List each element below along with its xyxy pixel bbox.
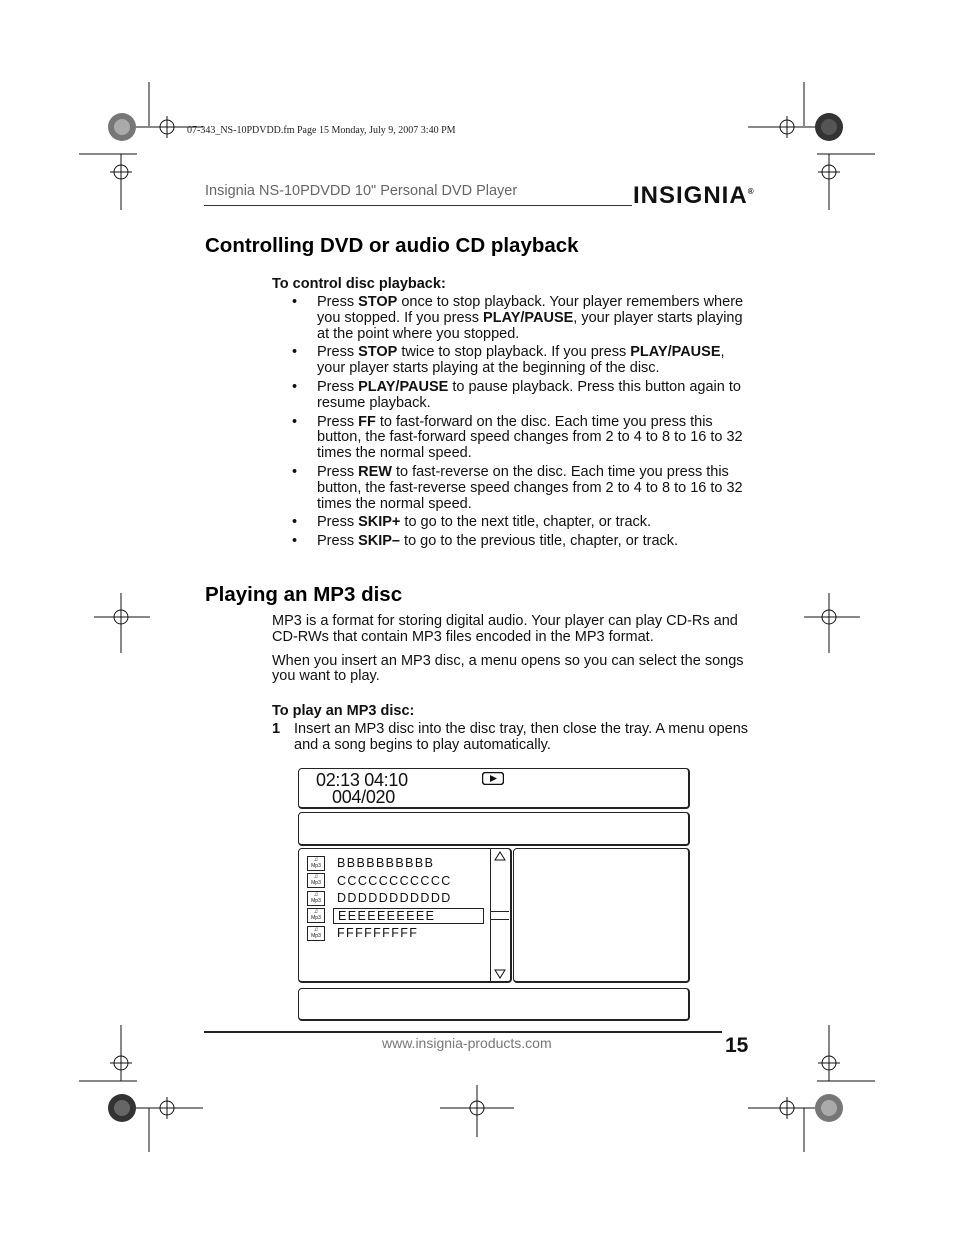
- screen-status-panel: [298, 768, 690, 809]
- bullet-text: Press: [317, 413, 359, 430]
- section-heading-mp3: Playing an MP3 disc: [205, 583, 403, 606]
- button-name: FF: [358, 413, 376, 430]
- scroll-up-icon[interactable]: [494, 851, 506, 861]
- logo-trademark: ®: [747, 187, 754, 196]
- footer-rule: [204, 1031, 722, 1033]
- mp3-icon-label: Mp3: [311, 862, 321, 869]
- bullet-item: [272, 415, 752, 462]
- screen-bottom-bar: [298, 988, 690, 1021]
- play-icon: [482, 772, 504, 785]
- song-name: CCCCCCCCCCC: [337, 873, 452, 888]
- song-row[interactable]: [307, 873, 452, 889]
- step-1: [272, 722, 766, 754]
- bullet-item: [272, 465, 752, 512]
- bullet-text: to pause playback. Press this button again to resume playback.: [317, 378, 741, 411]
- bullet-text: Press: [317, 294, 359, 310]
- mp3-file-icon: ♫ Mp3: [307, 908, 325, 923]
- mp3-file-icon: ♫ Mp3: [307, 873, 325, 888]
- mp3-para-1: MP3 is a format for storing digital audio. Your player can play CD-Rs and CD-RWs that contain MP3 files encoded in the MP3 format.: [272, 613, 738, 645]
- bullet-text: Press: [317, 514, 359, 531]
- button-name: PLAY/PAUSE: [630, 344, 721, 361]
- bullet-text: twice to stop playback. If you press: [397, 344, 631, 361]
- header-rule: [204, 205, 632, 206]
- bullet-item: [272, 345, 752, 377]
- mp3-file-icon: ♫ Mp3: [307, 856, 325, 871]
- song-row[interactable]: [307, 855, 434, 871]
- bullet-list: [272, 295, 752, 550]
- time-readout: 02:13 04:10: [316, 770, 408, 790]
- song-name: FFFFFFFFF: [337, 926, 419, 940]
- scroll-thumb[interactable]: [491, 911, 509, 920]
- bullet-text: Press: [317, 378, 359, 395]
- page-number: 15: [725, 1034, 749, 1057]
- mp3-icon-label: Mp3: [311, 897, 321, 904]
- bullet-text: Press: [317, 533, 359, 550]
- mp3-file-icon: ♫ Mp3: [307, 926, 325, 941]
- bullet-text: to fast-forward on the disc. Each time you press this button, the fast-forward speed changes from 2 to 4 to 8 to 16 to 32 times the normal speed.: [317, 413, 743, 462]
- playback-bullets: [272, 295, 752, 553]
- song-name-selected: EEEEEEEEEE: [333, 908, 484, 924]
- bullet-text: Press: [317, 344, 359, 361]
- subheading-play-mp3: To play an MP3 disc:: [272, 703, 415, 719]
- mp3-icon-label: Mp3: [311, 880, 321, 886]
- button-name: SKIP–: [358, 533, 401, 550]
- bullet-text: to fast-reverse on the disc. Each time you press this button, the fast-reverse speed changes from 2 to 4 to 8 to 16 to 32 times the normal speed.: [317, 463, 743, 512]
- file-slug: 07-343_NS-10PDVDD.fm Page 15 Monday, July 9, 2007 3:40 PM: [187, 125, 456, 136]
- bullet-item: [272, 534, 752, 550]
- song-name: BBBBBBBBBB: [337, 856, 435, 870]
- mp3-icon-label: Mp3: [311, 915, 321, 921]
- preview-panel: [513, 848, 690, 983]
- bullet-text: to go to the next title, chapter, or track.: [400, 514, 652, 531]
- footer-url: www.insignia-products.com: [382, 1035, 552, 1051]
- mp3-intro: [272, 614, 752, 693]
- bullet-text: Press: [317, 463, 359, 480]
- button-name: STOP: [358, 344, 398, 361]
- button-name: PLAY/PAUSE: [483, 309, 574, 326]
- bullet-item: [272, 295, 752, 342]
- song-list-panel: [298, 848, 512, 983]
- scrollbar[interactable]: [490, 849, 509, 981]
- subheading-control: To control disc playback:: [272, 276, 446, 292]
- bullet-text: , your player starts playing at the point where you stopped.: [317, 309, 743, 342]
- mp3-para-2: When you insert an MP3 disc, a menu opens so you can select the songs you want to play.: [272, 652, 744, 685]
- bullet-text: to go to the previous title, chapter, or track.: [400, 533, 679, 550]
- logo-text: INSIGNIA: [633, 182, 748, 209]
- song-name: DDDDDDDDDDD: [337, 891, 452, 905]
- running-title: Insignia NS-10PDVDD 10" Personal DVD Player: [205, 183, 518, 199]
- button-name: PLAY/PAUSE: [358, 378, 449, 395]
- step-text: Insert an MP3 disc into the disc tray, then close the tray. A menu opens and a song begins to play automatically.: [294, 721, 749, 753]
- bullet-text: , your player starts playing at the beginning of the disc.: [317, 344, 725, 377]
- scroll-down-icon[interactable]: [494, 969, 506, 979]
- mp3-icon-label: Mp3: [311, 932, 321, 939]
- song-row[interactable]: [307, 890, 452, 906]
- step-number: 1: [272, 721, 281, 737]
- track-readout: 004/020: [332, 787, 395, 807]
- mp3-file-icon: ♫ Mp3: [307, 891, 325, 906]
- song-row[interactable]: [307, 908, 484, 924]
- brand-logo: [633, 182, 754, 210]
- button-name: SKIP+: [358, 514, 401, 531]
- bullet-text: once to stop playback. Your player remembers where you stopped. If you press: [317, 294, 744, 326]
- screen-info-bar: [298, 812, 690, 846]
- song-row[interactable]: [307, 925, 418, 941]
- bullet-item: [272, 380, 752, 412]
- bullet-item: [272, 515, 752, 531]
- section-heading-playback: Controlling DVD or audio CD playback: [205, 234, 579, 257]
- button-name: REW: [358, 463, 392, 480]
- button-name: STOP: [358, 294, 398, 310]
